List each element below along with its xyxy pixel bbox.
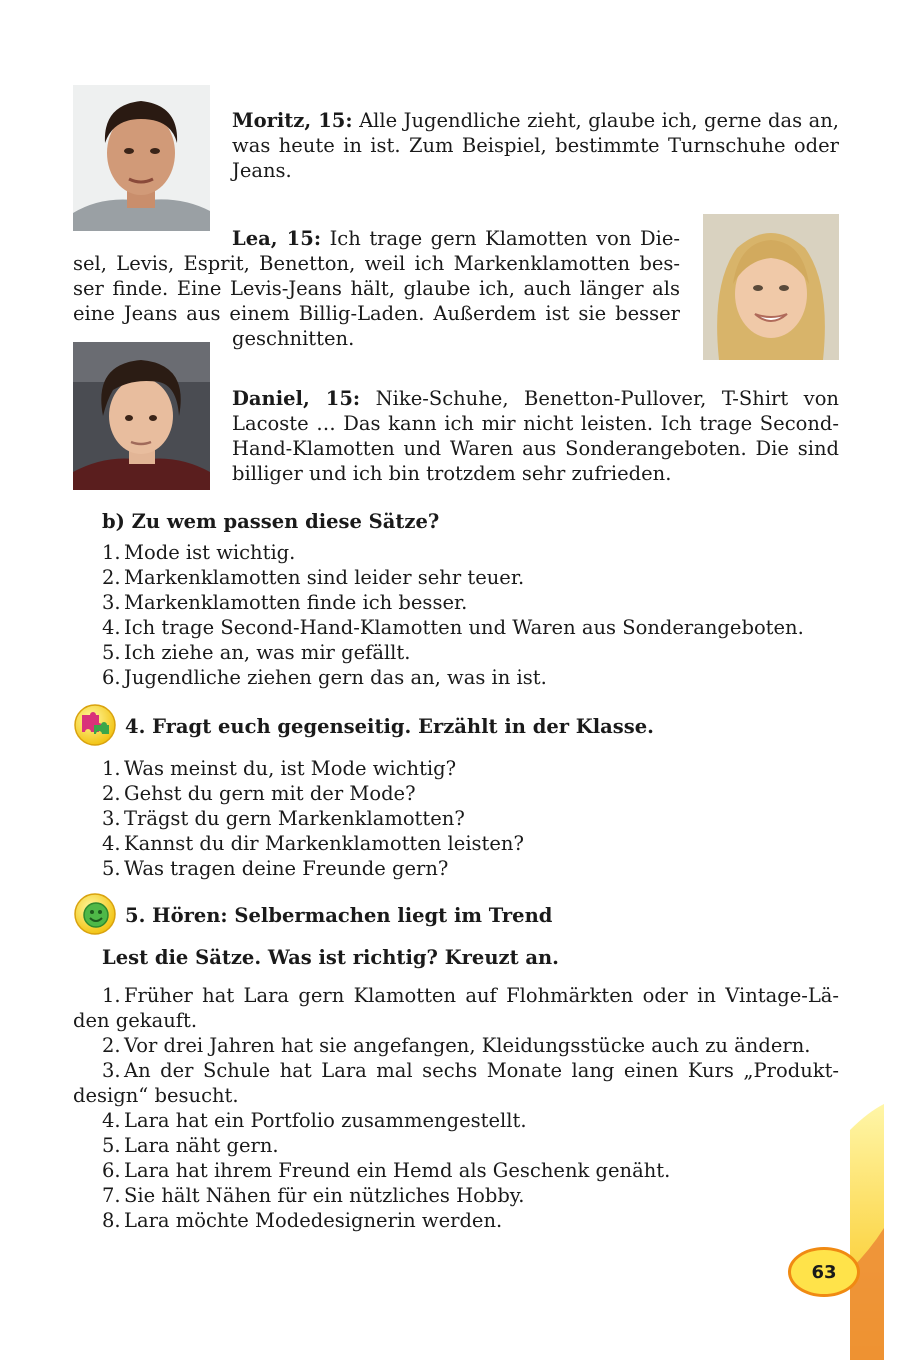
list-item: [73, 1183, 839, 1208]
list-item-text: Was meinst du, ist Mode wichtig?: [124, 757, 457, 780]
list-item-text: Sie hält Nähen für ein nützliches Hobby.: [124, 1184, 525, 1207]
list-item: [102, 781, 524, 806]
list-item: [102, 831, 524, 856]
list-item: [102, 856, 524, 881]
list-item-number: 8.: [102, 1209, 121, 1232]
section-4-title: 4. Fragt euch gegenseitig. Erzählt in der Klasse.: [125, 715, 654, 738]
list-item-number: 3.: [102, 591, 121, 614]
list-item-number: 5.: [102, 857, 121, 880]
list-item-text: Vor drei Jahren hat sie angefangen, Kleidungsstücke auch zu ändern.: [124, 1034, 811, 1057]
profile-lea-line: Lea, 15: Ich trage gern Klamotten von Die-: [232, 227, 680, 250]
list-item-continuation: den gekauft.: [73, 1009, 198, 1032]
list-item: [102, 615, 804, 640]
profile-lea-line: ser finde. Eine Levis-Jeans hält, glaube ich, auch länger als: [73, 277, 680, 300]
list-item: [73, 1033, 839, 1058]
photo-lea: [703, 214, 839, 360]
profile-name: Daniel, 15:: [232, 387, 361, 410]
list-item-text: Kannst du dir Markenklamotten leisten?: [124, 832, 524, 855]
list-item-text: Trägst du gern Markenklamotten?: [124, 807, 465, 830]
section-5-subtitle: Lest die Sätze. Was ist richtig? Kreuzt an.: [102, 946, 559, 969]
profile-lea-line: sel, Levis, Esprit, Benetton, weil ich Markenklamotten bes-: [73, 252, 680, 275]
list-item-text: Lara möchte Modedesignerin werden.: [124, 1209, 503, 1232]
list-item-number: 6.: [102, 1159, 121, 1182]
profile-daniel: [232, 386, 839, 486]
section-b-title: b) Zu wem passen diese Sätze?: [102, 510, 440, 533]
list-item: [73, 1108, 839, 1133]
list-item: [102, 806, 524, 831]
list-item-number: 5.: [102, 1134, 121, 1157]
list-item-text: Was tragen deine Freunde gern?: [124, 857, 449, 880]
profile-name: Lea, 15:: [232, 227, 322, 250]
list-item: [102, 665, 804, 690]
list-item-number: 5.: [102, 641, 121, 664]
profile-lea-line: geschnitten.: [232, 327, 355, 350]
list-item-number: 1.: [102, 984, 121, 1007]
profile-name: Moritz, 15:: [232, 109, 353, 132]
list-item-continuation: design“ besucht.: [73, 1084, 239, 1107]
list-item: [102, 540, 804, 565]
list-item: [73, 983, 839, 1008]
list-item: [102, 756, 524, 781]
profile-lea: [73, 226, 680, 351]
section-4-list: [102, 756, 524, 881]
list-item-text: Ich trage Second-Hand-Klamotten und Waren aus Sonderangeboten.: [124, 616, 804, 639]
list-item: [73, 1158, 839, 1183]
list-item-number: 7.: [102, 1184, 121, 1207]
list-item-text: An der Schule hat Lara mal sechs Monate lang einen Kurs „Produkt-: [124, 1059, 839, 1082]
section-b-list: [102, 540, 804, 690]
list-item: [102, 590, 804, 615]
section-5-list: [73, 983, 839, 1233]
list-item-text: Markenklamotten finde ich besser.: [124, 591, 468, 614]
list-item-text: Mode ist wichtig.: [124, 541, 296, 564]
list-item-text: Früher hat Lara gern Klamotten auf Flohmärkten oder in Vintage-Lä-: [124, 984, 839, 1007]
list-item-text: Gehst du gern mit der Mode?: [124, 782, 416, 805]
profile-lea-line: eine Jeans aus einem Billig-Laden. Außerdem ist sie besser: [73, 302, 680, 325]
list-item: [102, 640, 804, 665]
list-item-text: Lara näht gern.: [124, 1134, 279, 1157]
listening-icon: [73, 893, 117, 941]
list-item-number: 1.: [102, 757, 121, 780]
list-item: [102, 565, 804, 590]
list-item-number: 1.: [102, 541, 121, 564]
list-item-text: Lara hat ihrem Freund ein Hemd als Geschenk genäht.: [124, 1159, 671, 1182]
list-item-number: 3.: [102, 1059, 121, 1082]
list-item-number: 4.: [102, 832, 121, 855]
photo-moritz: [73, 85, 210, 231]
list-item-text: Markenklamotten sind leider sehr teuer.: [124, 566, 525, 589]
list-item-text: Lara hat ein Portfolio zusammengestellt.: [124, 1109, 527, 1132]
list-item: [73, 1058, 839, 1083]
profile-text: Nike-Schuhe, Benetton-Pullover, T-Shirt von Lacoste … Das kann ich mir nicht leisten. Ich trage Second-Hand-Klamotten und Waren aus Sonderangeboten. Die sind billiger und ich bin trotzdem sehr zufrieden.: [232, 387, 839, 485]
list-item-text: Jugendliche ziehen gern das an, was in ist.: [124, 666, 547, 689]
list-item-number: 2.: [102, 782, 121, 805]
list-item-number: 2.: [102, 566, 121, 589]
list-item-number: 3.: [102, 807, 121, 830]
list-item-number: 4.: [102, 1109, 121, 1132]
profile-text: Alle Jugendliche zieht, glaube ich, gerne das an, was heute in ist. Zum Beispiel, bestimmte Turnschuhe oder Jeans.: [232, 109, 839, 182]
list-item-number: 4.: [102, 616, 121, 639]
list-item-number: 6.: [102, 666, 121, 689]
list-item-text: Ich ziehe an, was mir gefällt.: [124, 641, 411, 664]
page-number: 63: [788, 1247, 860, 1297]
photo-daniel: [73, 342, 210, 490]
list-item: [73, 1208, 839, 1233]
list-item: [73, 1133, 839, 1158]
puzzle-icon: [73, 704, 117, 752]
profile-moritz: [232, 108, 839, 183]
section-5-title: 5. Hören: Selbermachen liegt im Trend: [125, 904, 553, 927]
page-edge-decoration: [850, 1100, 884, 1360]
list-item-number: 2.: [102, 1034, 121, 1057]
